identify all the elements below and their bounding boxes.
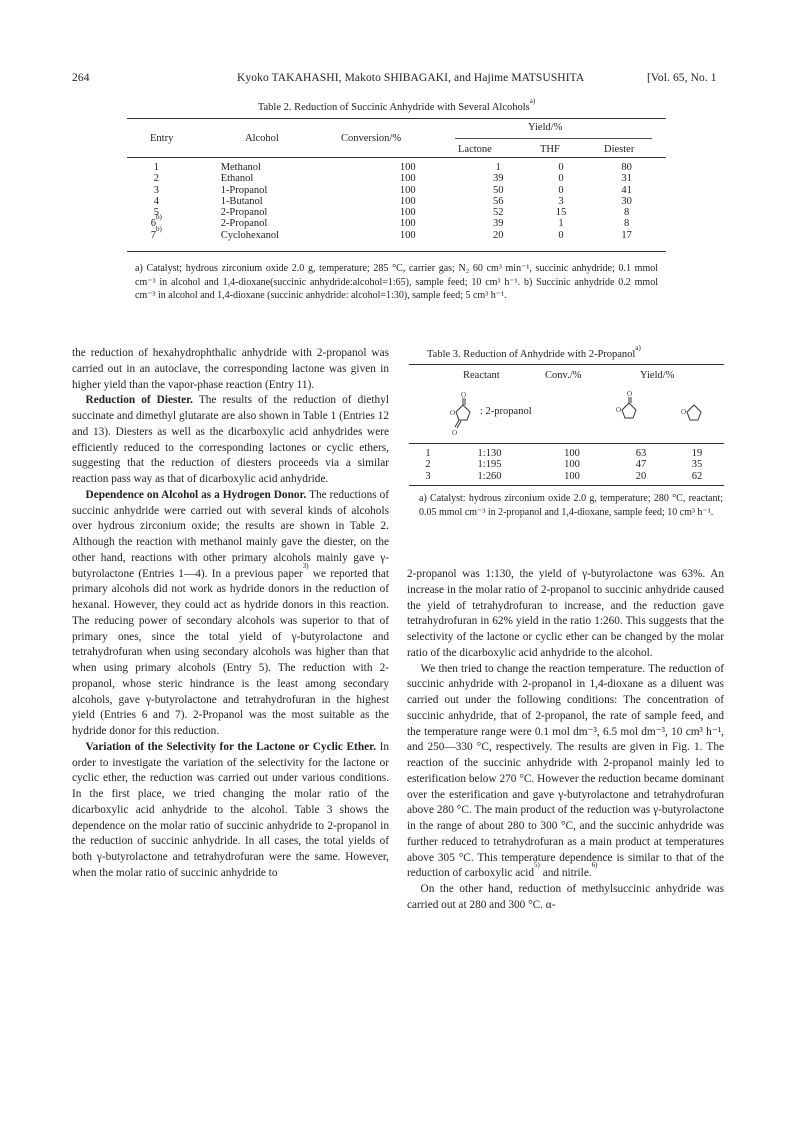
table2-entry-note: b) [156, 213, 162, 222]
tetrahydrofuran-structure-icon [680, 400, 708, 426]
table-row [409, 459, 724, 470]
table2-cell-entry: 7$^{b)}$ [150, 224, 162, 241]
svg-text:O: O [681, 408, 687, 416]
table3-reactant-label: : 2-propanol [480, 406, 532, 417]
heading-reduction-of-diester: Reduction of Diester. [85, 394, 193, 407]
reference-5: 5) [534, 861, 540, 870]
table2-header-yield: Yield/% [528, 122, 563, 133]
table2-cell-entry: 1 [153, 162, 159, 173]
table-row [409, 471, 724, 482]
table2-caption-text: Table 2. Reduction of Succinic Anhydride with Several Alcohols [257, 102, 530, 113]
table3-header-rule [409, 443, 724, 444]
table2-cell-alcohol: 2-Propanol [220, 207, 268, 219]
table2-cell-diester: 8 [623, 207, 630, 219]
table2-caption [0, 97, 793, 113]
table-row [409, 448, 724, 459]
table2-cell-alcohol: 2-Propanol [220, 218, 268, 230]
table2-cell-entry: 4 [153, 195, 159, 207]
reference-6: 6) [591, 861, 598, 870]
table2-cell-alcohol: Ethanol [220, 173, 254, 185]
table2-cell-lactone: 20 [493, 229, 504, 241]
table2-cell-conv: 100 [399, 229, 416, 241]
left-column [72, 346, 389, 882]
table3-cell-ratio: 1:195 [477, 459, 502, 471]
table3-header-reactant: Reactant [463, 370, 500, 381]
table2-cell-alcohol: Methanol [220, 162, 261, 173]
table2-bottom-rule [127, 251, 666, 252]
table3-cell-thf: 35 [691, 459, 703, 471]
table3-cell-lactone: 20 [635, 470, 647, 482]
table3-header-conv: Conv./% [545, 370, 582, 381]
table3-cell-lactone: 47 [635, 459, 647, 471]
table2-yield-rule [455, 138, 652, 139]
table2-cell-diester: 17 [621, 229, 632, 241]
table3-top-rule [409, 364, 724, 365]
table3-cell-conv: 100 [564, 459, 580, 471]
running-head-authors: Kyoko TAKAHASHI, Makoto SHIBAGAKI, and Hajime MATSUSHITA [237, 72, 585, 84]
table2-cell-lactone: 1 [495, 162, 501, 173]
table2-cell-thf: 0 [558, 229, 564, 241]
table2-entry-note: b) [156, 224, 162, 233]
table3-cell-entry: 3 [425, 470, 431, 482]
table2-caption-note: a) [529, 97, 536, 105]
table2-cell-entry: 3 [153, 184, 159, 196]
reference-3: 3) [302, 561, 309, 570]
table3-body [409, 448, 724, 482]
right-column [407, 567, 724, 914]
table3-footnote: a) Catalyst: hydrous zirconium oxide 2.0 g, temperature; 280 °C, reactant; 0.05 mmol cm⁻³ in 2-propanol and 1,4-dioxane, sample feed; 10 cm³ h⁻¹. [419, 493, 723, 518]
right-paragraph-2: We then tried to change the reaction temperature. The reduction of succinic anhydride with 2-propanol in 1,4-dioxane as a diluent was carried out under the following conditions: The concentration of succinic anhydride, that of 2-propanol, the rate of sample feed, and the temperature range were 0.1 mol dm⁻³, 6.5 mol dm⁻³, 10 cm³ h⁻¹, and 250—330 °C, respectively. The results are given in Fig. 1. The reaction of the succinic anhydride with 2-propanol mainly led to esterification below 270 °C. However the reduction became dominant over the esterification and gave γ-butyrolactone and tetrahydrofuran above 280 °C. The main product of the reduction was γ-butyrolactone in the range of about 280 to 300 °C, and the succinic anhydride was further reduced to tetrahydrofuran as a main product at temperatures above 305 °C. This temperature dependence is similar to that of the reduction of carboxylic acid$^{5)}$ and nitrile.$^{6)}$ [407, 662, 724, 880]
table3-header-yield: Yield/% [640, 370, 675, 381]
table2-top-rule [127, 118, 666, 119]
succinic-anhydride-structure-icon [446, 390, 480, 436]
table2-cell-entry: 5 [153, 207, 159, 219]
table2-header-rule [127, 157, 666, 158]
table2-cell-thf: 3 [558, 195, 564, 207]
table2-footnote: a) Catalyst; hydrous zirconium oxide 2.0 g, temperature; 285 °C, carrier gas; N₂ 60 cm³ min⁻¹, succinic anhydride; 0.1 mmol cm⁻³ in alcohol and 1,4-dioxane(succinic anhydride:alcohol=1:65), sample feed; 10 cm³ h⁻¹. b) Succinic anhydride 0.2 mmol cm⁻³ in alcohol and 1,4-dioxane (succinic anhydride: alcohol=1:30), sample feed; 5 cm³ h⁻¹. [135, 263, 658, 301]
table-row [127, 218, 666, 229]
table-row [127, 173, 666, 184]
table3-cell-thf: 19 [691, 448, 703, 459]
table-row [127, 185, 666, 196]
svg-text:O: O [627, 390, 633, 398]
table3-cell-lactone: 63 [635, 448, 647, 459]
table2-cell-conv: 100 [399, 162, 416, 173]
table2-cell-thf: 15 [555, 207, 567, 219]
table3-cell-ratio: 1:260 [477, 470, 502, 482]
table2-cell-entry: 6$^{b)}$ [150, 213, 162, 230]
table3-bottom-rule [409, 485, 724, 486]
table-row [127, 230, 666, 241]
table-row [127, 207, 666, 218]
table3-caption-note: a) [635, 344, 641, 352]
table2-cell-conv: 100 [399, 195, 416, 207]
table2-cell-entry: 2 [153, 173, 159, 185]
right-paragraph-1: 2-propanol was 1:130, the yield of γ-butyrolactone was 63%. An increase in the molar ratio of 2-propanol to succinic anhydride caused the yield of tetrahydrofuran to increase, and the reduction gave tetrahydrofuran in 62% yield in the ratio 1:260. This suggests that the selectivity of the lactone or cyclic ether can be changed by the molar ratio of the dicarboxylic acid anhydride to the alcohol. [407, 568, 724, 659]
table2-header-conversion: Conversion/% [341, 133, 402, 144]
table3-cell-ratio: 1:130 [477, 448, 502, 459]
table2-header-lactone: Lactone [458, 144, 492, 155]
table3-cell-conv: 100 [564, 448, 580, 459]
table2-cell-conv: 100 [399, 173, 416, 185]
heading-selectivity: Variation of the Selectivity for the Lactone or Cyclic Ether. [85, 740, 376, 753]
table-row [127, 196, 666, 207]
svg-text:O: O [461, 391, 467, 399]
page-number: 264 [72, 72, 90, 84]
lactone-structure-icon [614, 390, 644, 424]
table3-cell-thf: 62 [691, 470, 703, 482]
svg-text:O: O [452, 429, 458, 436]
table2-cell-diester: 31 [621, 173, 632, 185]
table2-cell-alcohol: Cyclohexanol [220, 229, 280, 241]
table2-header-diester: Diester [604, 144, 635, 155]
table2-cell-thf: 0 [558, 184, 564, 196]
left-paragraph-2: Reduction of Diester. The results of the reduction of diethyl succinate and dimethyl glutarate are also shown in Table 1 (Entries 12 and 13). Diesters as well as the dicarboxylic acid anhydrides were efficiently reduced to the corresponding lactones or cyclic ethers, suggesting that the reduction of diesters proceeds via a similar reaction pass way as that of dicarboxylic acid anhydride. [72, 394, 389, 485]
right-paragraph-3: On the other hand, reduction of methylsuccinic anhydride was carried out at 280 and 300 °C. α- [407, 883, 724, 911]
left-paragraph-1: the reduction of hexahydrophthalic anhydride with 2-propanol was carried out in an autoclave, the corresponding lactone was given in higher yield than the vapor-phase reaction (Entry 11). [72, 347, 389, 391]
table2-cell-thf: 0 [558, 162, 564, 173]
svg-text:O: O [450, 409, 456, 417]
journal-reference: [Vol. 65, No. 1 [647, 72, 717, 84]
table2-cell-diester: 8 [623, 218, 630, 230]
table2-cell-diester: 41 [621, 184, 632, 196]
table2-cell-alcohol: 1-Butanol [220, 195, 263, 207]
left-paragraph-4: Variation of the Selectivity for the Lactone or Cyclic Ether. In order to investigate the variation of the selectivity for the lactone or cyclic ether, the reduction was carried out under various conditions. In the first place, we tried changing the molar ratio of the dicarboxylic acid anhydride to the alcohol. Table 3 shows the dependence on the molar ratio of succinic anhydride to 2-propanol in the reduction of succinic anhydride. In all cases, the total yields of both γ-butyrolactone and tetrahydrofuran were the same. However, when the molar ratio of succinic anhydride to [72, 740, 389, 879]
left-paragraph-3: Dependence on Alcohol as a Hydrogen Donor. The reductions of succinic anhydride were carried out with several kinds of alcohols over hydrous zirconium oxide; the results are shown in Table 2. Although the reaction with methanol mainly gave the diester, on the other hand, reactions with other primary alcohols mainly gave γ-butyrolactone (Entries 1—4). In a previous paper$^{3)}$ we reported that primary alcohols did not work as hydride donors in the reduction of hexanal. However, they could act as hydride donors in this reaction. The reducing power of secondary alcohols was superior to that of primary ones, since the total yield of γ-butyrolactone and tetrahydrofuran when using secondary alcohols was higher than that when using primary alcohols (Entry 5). The reduction with 2-propanol, whose steric hindrance is the least among secondary alcohols, gave γ-butyrolactone and tetrahydrofuran in the highest yield (Entries 6 and 7). 2-Propanol was the most suitable as the hydride donor for this reduction. [72, 488, 389, 737]
table2-cell-lactone: 39 [493, 218, 504, 230]
table3-cell-entry: 1 [425, 448, 431, 459]
table3-cell-entry: 2 [425, 459, 431, 471]
table2-header-thf: THF [540, 144, 560, 155]
table2-cell-lactone: 39 [493, 173, 504, 185]
table2-cell-thf: 1 [558, 218, 564, 230]
table2-cell-thf: 0 [558, 173, 564, 185]
table2-cell-conv: 100 [399, 207, 416, 219]
table2-cell-conv: 100 [399, 218, 416, 230]
table2-cell-lactone: 50 [493, 184, 504, 196]
table-row [127, 162, 666, 173]
heading-alcohol-hydrogen-donor: Dependence on Alcohol as a Hydrogen Donor. [85, 488, 307, 501]
table2-header-alcohol: Alcohol [245, 133, 279, 144]
table2-cell-lactone: 52 [493, 207, 504, 219]
table3-caption [427, 344, 641, 360]
table3-cell-conv: 100 [564, 470, 580, 482]
table2-header-entry: Entry [150, 133, 174, 144]
table2-cell-conv: 100 [399, 184, 416, 196]
svg-text:O: O [616, 406, 622, 414]
table2-cell-alcohol: 1-Propanol [220, 184, 268, 196]
table2-body [127, 162, 666, 241]
table2-cell-diester: 80 [621, 162, 632, 173]
table3-caption-text: Table 3. Reduction of Anhydride with 2-Propanol [427, 349, 636, 360]
table2-cell-diester: 30 [621, 195, 632, 207]
table2-cell-lactone: 56 [493, 195, 504, 207]
